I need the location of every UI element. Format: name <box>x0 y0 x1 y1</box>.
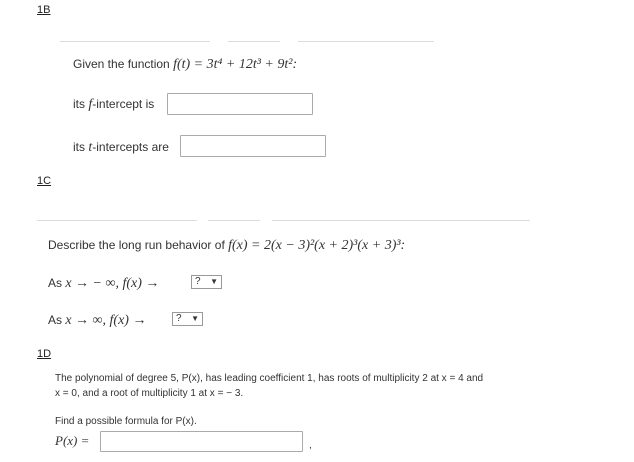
label-part: -intercept is <box>92 97 155 111</box>
function-formula: f(x) = 2(x − 3)²(x + 2)³(x + 3)³: <box>228 238 406 253</box>
long-run-row-negative <box>48 276 159 292</box>
section-label-1d: 1D <box>37 348 52 360</box>
f-intercept-input[interactable] <box>167 93 313 115</box>
label-part: -intercepts are <box>92 140 169 154</box>
label-part: its <box>73 97 89 111</box>
label-var: t <box>88 140 93 155</box>
row-text: As <box>48 276 66 290</box>
label-var: f <box>88 97 93 112</box>
divider <box>60 41 210 42</box>
divider <box>298 41 434 42</box>
trailing-comma: , <box>309 440 312 451</box>
long-run-select-positive[interactable] <box>172 312 203 326</box>
question-1d-text-line1: The polynomial of degree 5, P(x), has leading coefficient 1, has roots of multiplicity 2 at x = 4 and <box>55 373 484 384</box>
question-1d-text-line2: x = 0, and a root of multiplicity 1 at x = − 3. <box>55 388 244 399</box>
divider <box>228 41 280 42</box>
chevron-down-icon: ▼ <box>210 277 218 286</box>
row-text: As <box>48 313 66 327</box>
prompt-text: Describe the long run behavior of <box>48 238 225 252</box>
label-part: its <box>73 140 89 154</box>
long-run-select-negative[interactable] <box>191 275 222 289</box>
row-math: x → − ∞, f(x) → <box>65 276 160 291</box>
question-1c-prompt <box>48 238 405 254</box>
divider <box>37 220 197 221</box>
polynomial-answer-input[interactable] <box>100 431 303 452</box>
section-label-1c: 1C <box>37 175 52 187</box>
t-intercepts-input[interactable] <box>180 135 326 157</box>
f-intercept-label <box>73 97 154 113</box>
t-intercepts-label <box>73 140 169 156</box>
row-math: x → ∞, f(x) → <box>65 313 147 328</box>
chevron-down-icon: ▼ <box>191 314 199 323</box>
prompt-text: Given the function <box>73 57 170 71</box>
question-1d-find: Find a possible formula for P(x). <box>55 416 197 427</box>
divider <box>208 220 260 221</box>
divider <box>272 220 530 221</box>
function-formula: f(t) = 3t⁴ + 12t³ + 9t²: <box>173 57 298 72</box>
long-run-row-positive <box>48 313 146 329</box>
select-value: ? <box>195 276 201 287</box>
answer-label: P(x) = <box>55 433 90 448</box>
question-1b-prompt <box>73 57 297 73</box>
section-label-1b: 1B <box>37 4 51 16</box>
select-value: ? <box>176 313 182 324</box>
